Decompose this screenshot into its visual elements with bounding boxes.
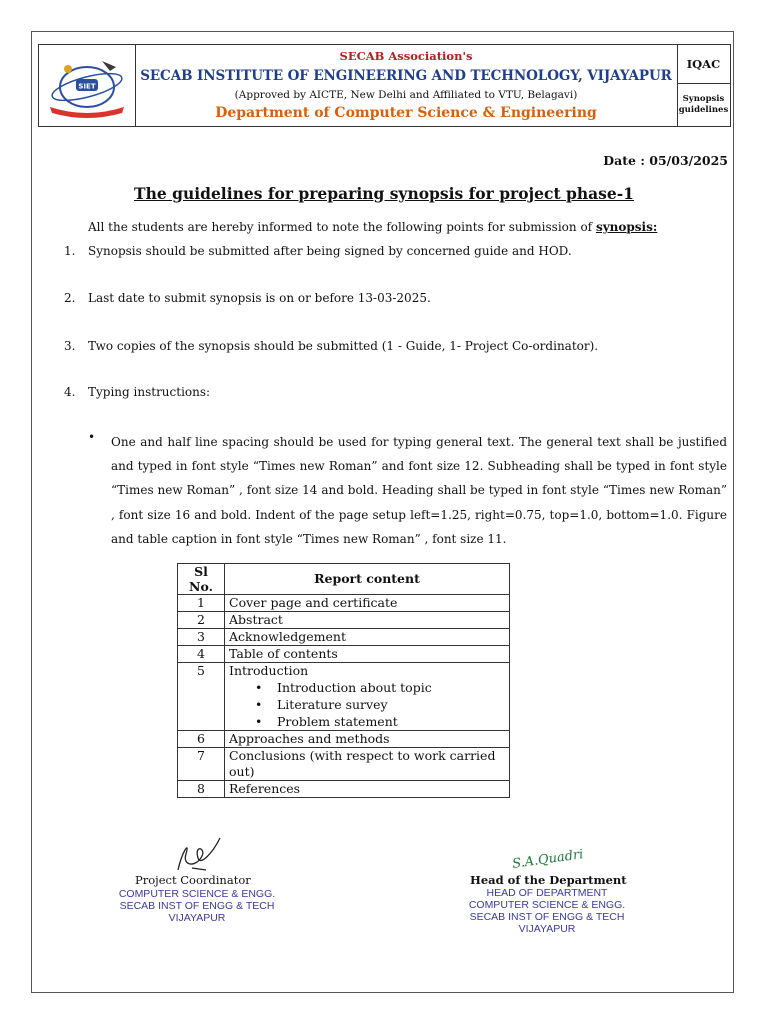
doc-type-label [677,84,730,126]
document-date: Date : 05/03/2025 [603,153,728,168]
coordinator-signature [172,832,232,874]
point-text: Typing instructions: [88,385,211,399]
stamp-line: COMPUTER SCIENCE & ENGG. [468,899,626,911]
logo-cell [39,45,136,126]
content-cell: Acknowledgement [225,629,510,646]
sl-cell: 2 [178,612,225,629]
coordinator-title: Project Coordinator [135,873,251,887]
table-row [178,731,510,748]
content-text: Introduction [229,663,309,678]
stamp-line: SECAB INST OF ENGG & TECH [119,900,275,912]
sl-cell: 3 [178,629,225,646]
bullet-icon: • [88,430,96,444]
col-content-header: Report content [225,564,510,595]
sub-list-item: • Literature survey [277,696,505,713]
point-number: 3. [64,339,76,353]
point-number: 2. [64,291,76,305]
sl-cell: 6 [178,731,225,748]
department-name: Department of Computer Science & Engineering [215,105,597,121]
table-row [178,748,510,781]
table-row [178,781,510,798]
table-row [178,629,510,646]
stamp-line: SECAB INST OF ENGG & TECH [469,911,625,923]
stamp-line: COMPUTER SCIENCE & ENGG. [118,888,276,900]
table-row [178,663,510,731]
doc-type-line2: guidelines [678,105,729,115]
sl-cell: 4 [178,646,225,663]
intro-emphasis: synopsis: [595,220,658,234]
sl-cell: 5 [178,663,225,731]
content-cell: Abstract [225,612,510,629]
table-row [178,595,510,612]
table-header-row [178,564,510,595]
bullet-text: One and half line spacing should be used for typing general text. The general text shall be justified and typed in font style “Times new Roman” and font size 12. Subheading shall be typed in font style “Times new Roman” , font size 14 and bold. Heading shall be typed in font style “Times new Roman” , font size 16 and bold. Indent of the page setup left=1.25, right=0.75, top=1.0, bottom=1.0. Figure and table caption in font style “Times new Roman” , font size 11. [111,435,727,546]
table-row [178,612,510,629]
intro-text: All the students are hereby informed to note the following points for submission of [88,220,596,234]
document-title: The guidelines for preparing synopsis for project phase-1 [134,184,634,203]
coordinator-stamp [112,888,282,924]
content-cell: References [225,781,510,798]
sl-cell: 7 [178,748,225,781]
stamp-line: VIJAYAPUR [518,923,576,935]
sub-list [229,679,505,730]
intro-paragraph [88,220,657,234]
content-cell: Cover page and certificate [225,595,510,612]
col-sl-header: Sl No. [178,564,225,595]
content-cell: Table of contents [225,646,510,663]
point-text: Last date to submit synopsis is on or before 13-03-2025. [88,291,431,305]
stamp-line: HEAD OF DEPARTMENT [486,887,608,899]
report-content-table [177,563,510,798]
approval-note: (Approved by AICTE, New Delhi and Affiliated to VTU, Belagavi) [234,89,578,101]
logo-text: SIET [78,82,96,91]
sl-cell: 8 [178,781,225,798]
sl-cell: 1 [178,595,225,612]
stamp-line: VIJAYAPUR [168,912,226,924]
letterhead [38,44,731,127]
content-cell: Conclusions (with respect to work carried out) [225,748,510,781]
hod-stamp [462,887,632,935]
content-cell [225,663,510,731]
point-text: Synopsis should be submitted after being signed by concerned guide and HOD. [88,244,572,258]
sub-list-item: • Introduction about topic [277,679,505,696]
point-number: 1. [64,244,76,258]
hod-title: Head of the Department [470,873,627,887]
hod-signature: S.A.Quadri [511,847,585,872]
association-name: SECAB Association's [339,49,473,63]
institute-heading-cell [135,45,678,126]
doc-type-line1: Synopsis [682,94,725,104]
point-number: 4. [64,385,76,399]
point-text: Two copies of the synopsis should be submitted (1 - Guide, 1- Project Co-ordinator). [88,339,599,353]
sub-list-item: • Problem statement [277,713,505,730]
doc-info-cell [677,45,730,126]
institute-logo [42,53,132,119]
table-row [178,646,510,663]
iqac-label: IQAC [677,45,730,84]
content-cell: Approaches and methods [225,731,510,748]
institute-name: SECAB INSTITUTE OF ENGINEERING AND TECHNOLOGY, VIJAYAPUR [140,68,672,84]
